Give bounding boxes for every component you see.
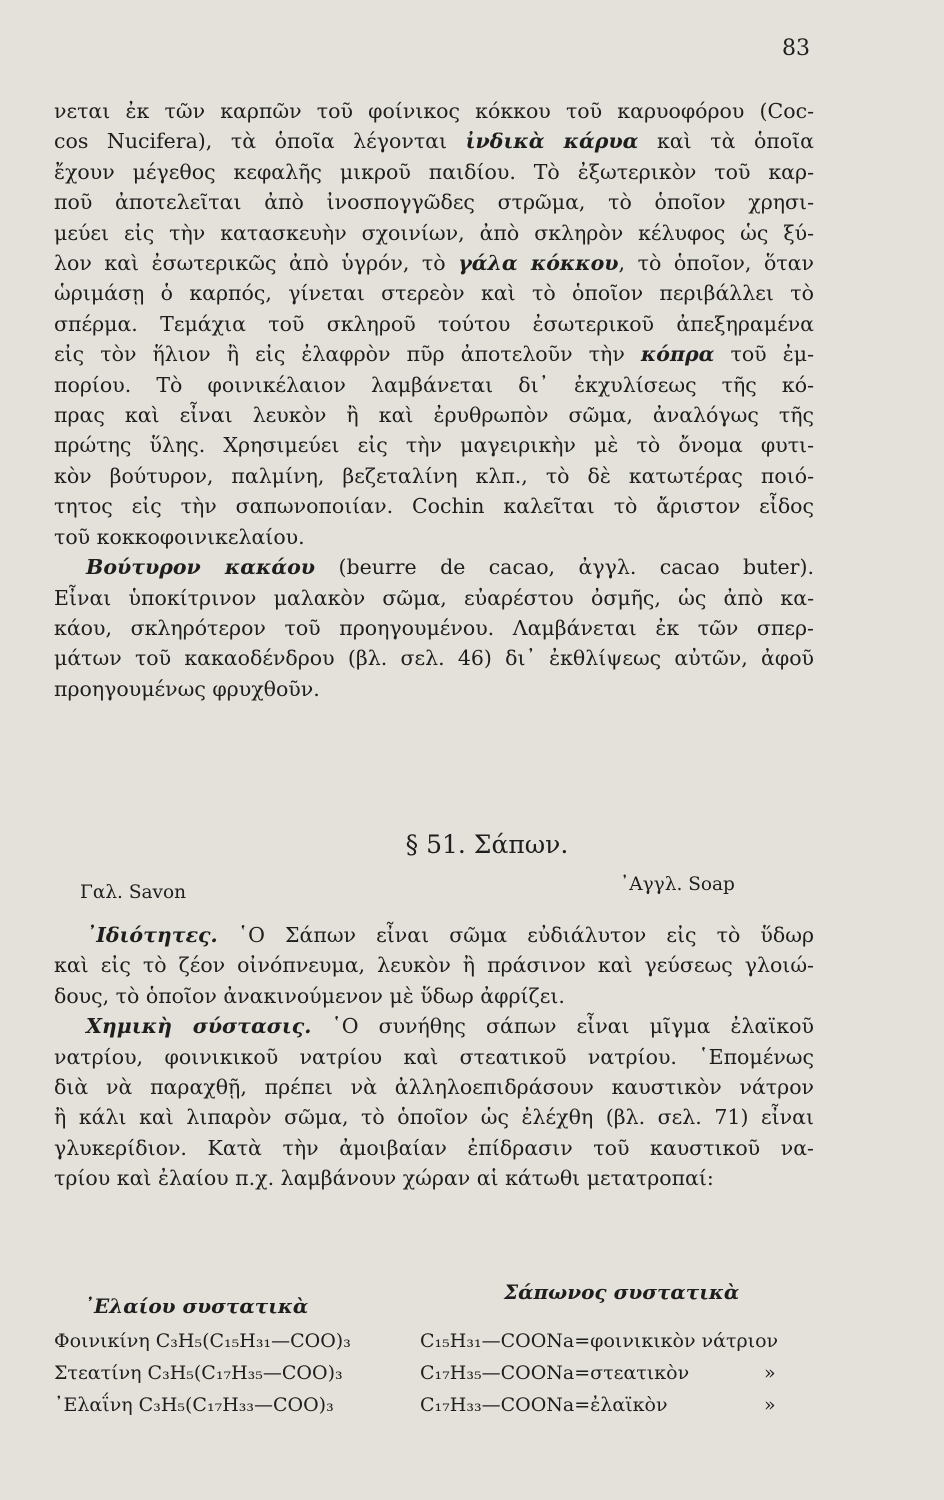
text-line: ποῦ ἀποτελεῖται ἀπὸ ἰνοσπογγῶδες στρῶμα, τὸ ὁποῖον χρησι-	[54, 190, 814, 215]
text-line: δους, τὸ ὁποῖον ἀνακινούμενον μὲ ὕδωρ ἀφρίζει.	[54, 983, 565, 1008]
paragraph-soap	[54, 920, 814, 1194]
text-line: τοῦ κοκκοφοινικελαίου.	[54, 524, 305, 549]
text-line: προηγουμένως φρυχθοῦν.	[54, 676, 320, 701]
text-line: ἢ κάλι καὶ λιπαρὸν σῶμα, τὸ ὁποῖον ὡς ἐλέχθη (βλ. σελ. 71) εἶναι	[54, 1105, 814, 1130]
ditto-mark: »	[764, 1362, 776, 1384]
text-segment: ῾Ο Σάπων εἶναι σῶμα εὐδιάλυτον εἰς τὸ ὕδωρ	[217, 923, 814, 947]
oil-formula: Φοινικίνη C₃H₅(C₁₅H₃₁—COO)₃	[54, 1330, 351, 1352]
text-line: γλυκερίδιον. Κατὰ τὴν ἀμοιβαίαν ἐπίδρασιν τοῦ καυστικοῦ να-	[54, 1135, 814, 1160]
french-term: Γαλ. Savon	[80, 882, 187, 903]
text-line: Εἶναι ὑποκίτρινον μαλακὸν σῶμα, εὐαρέστου ὀσμῆς, ὡς ἀπὸ κα-	[54, 585, 814, 610]
english-term: ᾿Αγγλ. Soap	[620, 874, 735, 895]
paragraph-coconut	[54, 96, 814, 704]
text-line: διὰ νὰ παραχθῇ, πρέπει νὰ ἀλληλοεπιδράσουν καυστικὸν νάτρον	[54, 1075, 814, 1100]
oil-formula: ᾿Ελαΐνη C₃H₅(C₁₇H₃₃—COO)₃	[54, 1394, 334, 1416]
text-line: ἔχουν μέγεθος κεφαλῆς μικροῦ παιδίου. Τὸ ἐξωτερικὸν τοῦ καρ-	[54, 159, 814, 184]
text-line: νατρίου, φοινικικοῦ νατρίου καὶ στεατικοῦ νατρίου. ῾Επομένως	[54, 1044, 814, 1069]
text-line: μάτων τοῦ κακαοδένδρου (βλ. σελ. 46) δι᾿ ἐκθλίψεως αὐτῶν, ἀφοῦ	[54, 646, 814, 671]
text-line: πορίου. Τὸ φοινικέλαιον λαμβάνεται δι᾿ ἐκχυλίσεως τῆς κό-	[54, 372, 814, 397]
page-number: 83	[782, 36, 810, 61]
text-line: πρας καὶ εἶναι λευκὸν ἢ καὶ ἐρυθρωπὸν σῶμα, ἀναλόγως τῆς	[54, 403, 814, 428]
text-line	[54, 552, 814, 582]
text-line: μεύει εἰς τὴν κατασκευὴν σχοινίων, ἀπὸ σκληρὸν κέλυφος ὡς ξύ-	[54, 220, 814, 245]
text-line: κάου, σκληρότερον τοῦ προηγουμένου. Λαμβάνεται ἐκ τῶν σπερ-	[54, 615, 814, 640]
text-segment: ῾Ο συνήθης σάπων εἶναι μῖγμα ἐλαϊκοῦ	[311, 1014, 814, 1039]
text-segment: (beurre de cacao, ἀγγλ. cacao buter).	[315, 555, 814, 580]
term-cocoa-butter: Βούτυρον κακάου	[86, 555, 316, 580]
soap-formula: C₁₅H₃₁—COONa=φοινικικὸν νάτριον	[420, 1330, 779, 1352]
oil-formula: Στεατίνη C₃H₅(C₁₇H₃₅—COO)₃	[54, 1362, 343, 1384]
text-segment: λον καὶ ἐσωτερικῶς ἀπὸ ὑγρόν, τὸ	[54, 251, 459, 276]
header-soap-components: Σάπωνος συστατικὰ	[504, 1280, 740, 1304]
text-segment: cos Nucifera), τὰ ὁποῖα λέγονται	[54, 129, 466, 154]
emphasis-gala: γάλα κόκκου	[458, 251, 619, 276]
text-segment: εἰς τὸν ἥλιον ἢ εἰς ἐλαφρὸν πῦρ ἀποτελοῦν τὴν	[54, 342, 641, 367]
text-segment: , τὸ ὁποῖον, ὅταν	[618, 251, 814, 276]
text-segment: τοῦ ἐμ-	[714, 342, 814, 367]
text-line: ὡριμάσῃ ὁ καρπός, γίνεται στερεὸν καὶ τὸ ὁποῖον περιβάλλει τὸ	[54, 281, 814, 306]
emphasis-indika: ἰνδικὰ κάρυα	[465, 129, 639, 154]
section-heading: § 51. Σάπων.	[405, 830, 569, 859]
soap-formula: C₁₇H₃₃—COONa=ἐλαϊκὸν	[420, 1394, 668, 1416]
text-line	[54, 339, 814, 369]
text-line: καὶ εἰς τὸ ζέον οἰνόπνευμα, λευκὸν ἢ πράσινον καὶ γεύσεως γλοιώ-	[54, 953, 814, 978]
text-line: κὸν βούτυρον, παλμίνη, βεζεταλίνη κλπ., τὸ δὲ κατωτέρας ποιό-	[54, 463, 814, 488]
text-line	[54, 920, 814, 950]
text-line	[54, 1011, 814, 1041]
text-segment: καὶ τὰ ὁποῖα	[638, 129, 814, 154]
text-line: τητος εἰς τὴν σαπωνοποιίαν. Cochin καλεῖται τὸ ἄριστον εἶδος	[54, 494, 814, 519]
text-line: τρίου καὶ ἐλαίου π.χ. λαμβάνουν χώραν αἱ κάτωθι μετατροπαί:	[54, 1166, 714, 1191]
text-line	[54, 126, 814, 156]
emphasis-kopra: κόπρα	[640, 342, 715, 367]
text-line: πρώτης ὕλης. Χρησιμεύει εἰς τὴν μαγειρικὴν μὲ τὸ ὄνομα φυτι-	[54, 433, 814, 458]
soap-formula: C₁₇H₃₅—COONa=στεατικὸν	[420, 1362, 690, 1384]
header-oil-components: ᾿Ελαίου συστατικὰ	[84, 1294, 309, 1318]
term-properties: ᾿Ιδιότητες.	[86, 923, 218, 947]
text-line: νεται ἐκ τῶν καρπῶν τοῦ φοίνικος κόκκου τοῦ καρυοφόρου (Coc-	[54, 99, 814, 123]
ditto-mark: »	[764, 1394, 776, 1416]
text-line: σπέρμα. Τεμάχια τοῦ σκληροῦ τούτου ἐσωτερικοῦ ἀπεξηραμένα	[54, 311, 814, 336]
text-line	[54, 248, 814, 278]
term-chemical-composition: Χημικὴ σύστασις.	[86, 1014, 312, 1039]
